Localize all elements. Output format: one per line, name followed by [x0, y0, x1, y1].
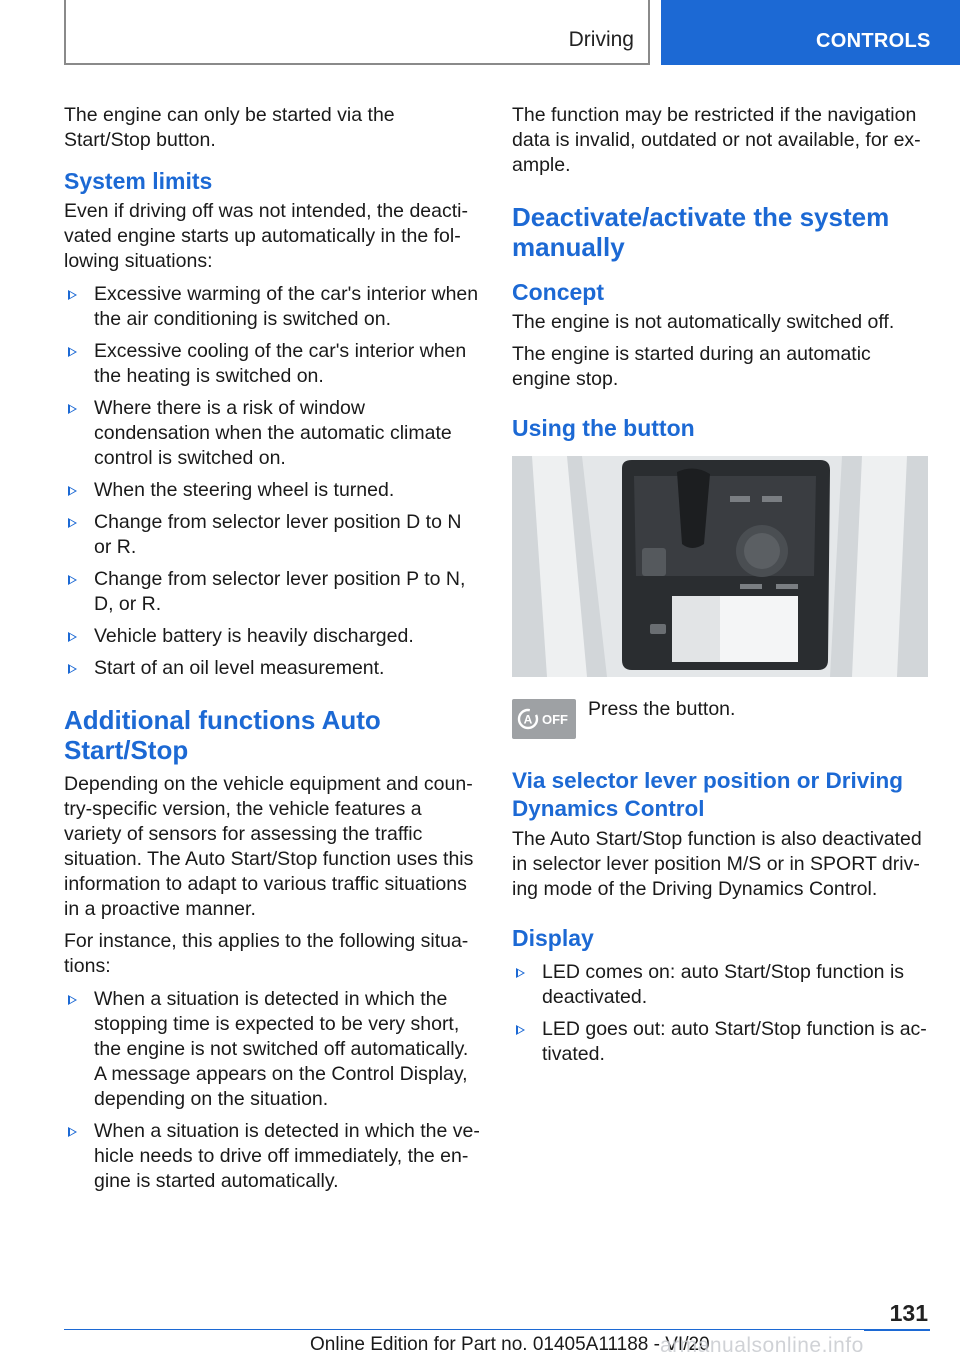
additional-functions-text-2: For instance, this applies to the following situa‐tions:: [64, 930, 469, 977]
using-button-heading: Using the button: [512, 415, 695, 441]
bullet-triangle-icon: [68, 995, 77, 1005]
bullet-triangle-icon: [68, 575, 77, 585]
concept-heading: Concept: [512, 279, 604, 305]
bullet-triangle-icon: [68, 404, 77, 414]
bullet-triangle-icon: [68, 632, 77, 642]
bullet-triangle-icon: [68, 486, 77, 496]
list-item: Change from selector lever position P to N, D, or R.: [64, 567, 484, 617]
system-limits-heading: System limits: [64, 168, 213, 194]
selector-lever-text: The Auto Start/Stop function is also deactivated in selector lever position M/S or in SPORT driv‐ing mode of the Driving Dynamics Control.: [512, 828, 922, 900]
page-number: 131: [889, 1300, 928, 1326]
intro-paragraph: The engine can only be started via the Start/Stop button.: [64, 104, 395, 151]
list-item: When a situation is detected in which the stopping time is expected to be very short, the engine is not switched off automatically. A message appears on the Control Display, depending on the situation.: [64, 987, 484, 1112]
header-chapter-tab: [661, 0, 960, 65]
system-limits-text: Even if driving off was not intended, the deacti‐vated engine starts up automatically in the fol‐lowing situations:: [64, 200, 468, 272]
footer-edition-text: Online Edition for Part no. 01405A11188 - VI/20: [310, 1334, 710, 1355]
svg-text:A: A: [523, 712, 533, 727]
navigation-restriction-paragraph: The function may be restricted if the navigation data is invalid, outdated or not available, for ex‐ample.: [512, 104, 921, 176]
header-chapter-label: CONTROLS: [816, 30, 931, 52]
watermark-text: armanualsonline.info: [660, 1334, 864, 1357]
left-column: [64, 103, 484, 1201]
center-console-photo: [512, 456, 928, 677]
bullet-triangle-icon: [516, 1025, 525, 1035]
selector-lever-heading: Via selector lever position or Driving Dynamics Control: [512, 768, 903, 821]
bullet-triangle-icon: [68, 1127, 77, 1137]
svg-text:OFF: OFF: [542, 712, 568, 727]
additional-functions-list: [64, 987, 484, 1194]
list-item: Where there is a risk of window condensation when the automatic climate control is switched on.: [64, 396, 484, 471]
bullet-triangle-icon: [68, 664, 77, 674]
bullet-triangle-icon: [68, 347, 77, 357]
press-button-text: Press the button.: [588, 698, 736, 720]
bullet-triangle-icon: [68, 518, 77, 528]
list-item: Excessive cooling of the car's interior when the heating is switched on.: [64, 339, 484, 389]
list-item: LED comes on: auto Start/Stop function is deactivated.: [512, 960, 930, 1010]
list-item: Excessive warming of the car's interior when the air conditioning is switched on.: [64, 282, 484, 332]
list-item: When a situation is detected in which the ve‐hicle needs to drive off immediately, the en‐gine is started automatically.: [64, 1119, 484, 1194]
header-section-title: Driving: [568, 28, 634, 51]
footer-divider-accent: [864, 1329, 930, 1331]
list-item: Start of an oil level measurement.: [64, 656, 484, 681]
footer-divider: [64, 1329, 864, 1330]
system-limits-list: [64, 282, 484, 681]
deactivate-heading: Deactivate/activate the system manually: [512, 202, 890, 262]
list-item: When the steering wheel is turned.: [64, 478, 484, 503]
additional-functions-text: Depending on the vehicle equipment and coun‐try-specific version, the vehicle features a variety of sensors for assessing the traffic situation. The Auto Start/Stop function uses this information to adapt to various traffic situations in a proactive manner.: [64, 773, 474, 920]
bullet-triangle-icon: [516, 968, 525, 978]
auto-start-stop-off-icon: [512, 699, 576, 739]
additional-functions-heading: Additional functions Auto Start/Stop: [64, 705, 381, 765]
right-column: [512, 103, 930, 1074]
off-button-instruction: [512, 697, 930, 753]
concept-text-2: The engine is started during an automatic engine stop.: [512, 343, 871, 390]
list-item: Change from selector lever position D to N or R.: [64, 510, 484, 560]
display-list: [512, 960, 930, 1067]
display-heading: Display: [512, 925, 594, 951]
concept-text: The engine is not automatically switched off.: [512, 311, 895, 333]
list-item: Vehicle battery is heavily discharged.: [64, 624, 484, 649]
bullet-triangle-icon: [68, 290, 77, 300]
header-frame: [64, 0, 650, 65]
list-item: LED goes out: auto Start/Stop function is ac‐tivated.: [512, 1017, 930, 1067]
center-console-illustration: [512, 456, 928, 677]
